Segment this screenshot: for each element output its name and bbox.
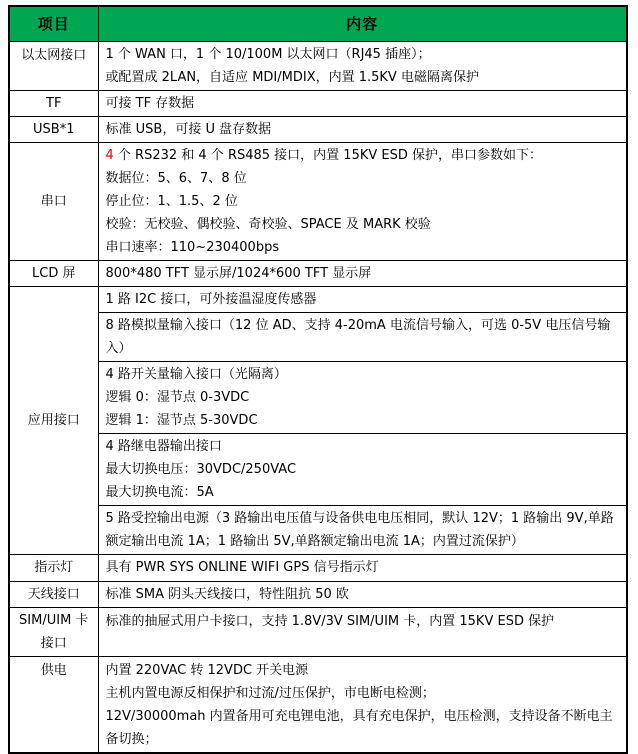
item-label-lcd: LCD 屏 <box>9 260 98 286</box>
content-line: 内置 220VAC 转 12VDC 开关电源 <box>105 662 309 678</box>
highlight-number: 4 <box>105 147 114 163</box>
row-app-i2c <box>9 286 627 312</box>
content-line: 4 路继电器输出接口 <box>105 438 222 454</box>
item-label-app: 应用接口 <box>9 286 98 554</box>
content-cell-usb: 标准 USB，可接 U 盘存数据 <box>98 116 627 142</box>
row-led <box>9 554 627 581</box>
item-label-usb: USB*1 <box>9 116 98 142</box>
row-serial <box>9 142 627 260</box>
spec-table <box>8 5 628 754</box>
content-line: 逻辑 0：湿节点 0-3VDC <box>105 389 250 405</box>
content-cell-tf: 可接 TF 存数据 <box>98 90 627 116</box>
header-cell-content: 内容 <box>98 6 627 41</box>
row-app-analog <box>9 312 627 361</box>
content-line: 4 路开关量输入接口（光隔离） <box>105 366 287 382</box>
item-label-sim <box>9 607 98 656</box>
content-cell-app-relay <box>98 433 627 505</box>
row-tf <box>9 90 627 116</box>
item-label-line: 接口 <box>40 635 67 651</box>
item-label-serial: 串口 <box>9 142 98 260</box>
content-line: 数据位：5、6、7、8 位 <box>105 170 247 186</box>
row-sim <box>9 607 627 656</box>
content-cell-led: 具有 PWR SYS ONLINE WIFI GPS 信号指示灯 <box>98 554 627 581</box>
content-cell-lcd: 800*480 TFT 显示屏/1024*600 TFT 显示屏 <box>98 260 627 286</box>
content-line: 串口速率：110~230400bps <box>105 239 280 255</box>
content-line: 最大切换电流：5A <box>105 484 214 500</box>
content-line: 停止位：1、1.5、2 位 <box>105 193 238 209</box>
header-row <box>9 6 627 41</box>
row-app-relay <box>9 433 627 505</box>
content-cell-app-digital-in <box>98 361 627 433</box>
item-label-antenna: 天线接口 <box>9 581 98 607</box>
header-cell-item: 项目 <box>9 6 98 41</box>
content-line: 或配置成 2LAN，自适应 MDI/MDIX，内置 1.5KV 电磁隔离保护 <box>105 69 479 85</box>
item-label-line: SIM/UIM 卡 <box>19 612 89 628</box>
content-cell-power <box>98 656 627 753</box>
content-line: 12V/30000mah 内置备用可充电锂电池，具有充电保护，电压检测，支持设备不断电主备切换； <box>105 708 613 747</box>
row-usb <box>9 116 627 142</box>
content-line: 主机内置电源反相保护和过流/过压保护，市电断电检测； <box>105 685 435 701</box>
content-line: 逻辑 1：湿节点 5-30VDC <box>105 412 258 428</box>
content-cell-antenna: 标准 SMA 阴头天线接口，特性阻抗 50 欧 <box>98 581 627 607</box>
content-cell-app-power-out: 5 路受控输出电源（3 路输出电压值与设备供电电压相同，默认 12V；1 路输出 9V,单路额定输出电流 1A；1 路输出 5V,单路额定输出电流 1A；内置过流保护） <box>98 505 627 554</box>
row-power <box>9 656 627 753</box>
item-label-tf: TF <box>9 90 98 116</box>
content-line <box>106 144 620 167</box>
content-text: 个 RS232 和 4 个 RS485 接口，内置 15KV ESD 保护，串口参数如下： <box>113 147 543 163</box>
item-label-led: 指示灯 <box>9 554 98 581</box>
row-lcd <box>9 260 627 286</box>
content-line: 1 个 WAN 口，1 个 10/100M 以太网口（RJ45 插座）； <box>105 46 431 62</box>
content-cell-ethernet <box>98 41 627 90</box>
row-app-digital-in <box>9 361 627 433</box>
content-line: 校验：无校验、偶校验、奇校验、SPACE 及 MARK 校验 <box>105 216 431 232</box>
content-line: 最大切换电压：30VDC/250VAC <box>105 461 297 477</box>
content-cell-serial <box>98 142 627 260</box>
content-cell-sim: 标准的抽屉式用户卡接口，支持 1.8V/3V SIM/UIM 卡，内置 15KV ESD 保护 <box>98 607 627 656</box>
row-antenna <box>9 581 627 607</box>
row-ethernet <box>9 41 627 90</box>
content-cell-app-i2c: 1 路 I2C 接口，可外接温湿度传感器 <box>98 286 627 312</box>
row-app-power-out <box>9 505 627 554</box>
content-cell-app-analog: 8 路模拟量输入接口（12 位 AD、支持 4-20mA 电流信号输入，可选 0-5V 电压信号输入） <box>98 312 627 361</box>
item-label-power: 供电 <box>9 656 98 753</box>
item-label-ethernet: 以太网接口 <box>9 41 98 90</box>
